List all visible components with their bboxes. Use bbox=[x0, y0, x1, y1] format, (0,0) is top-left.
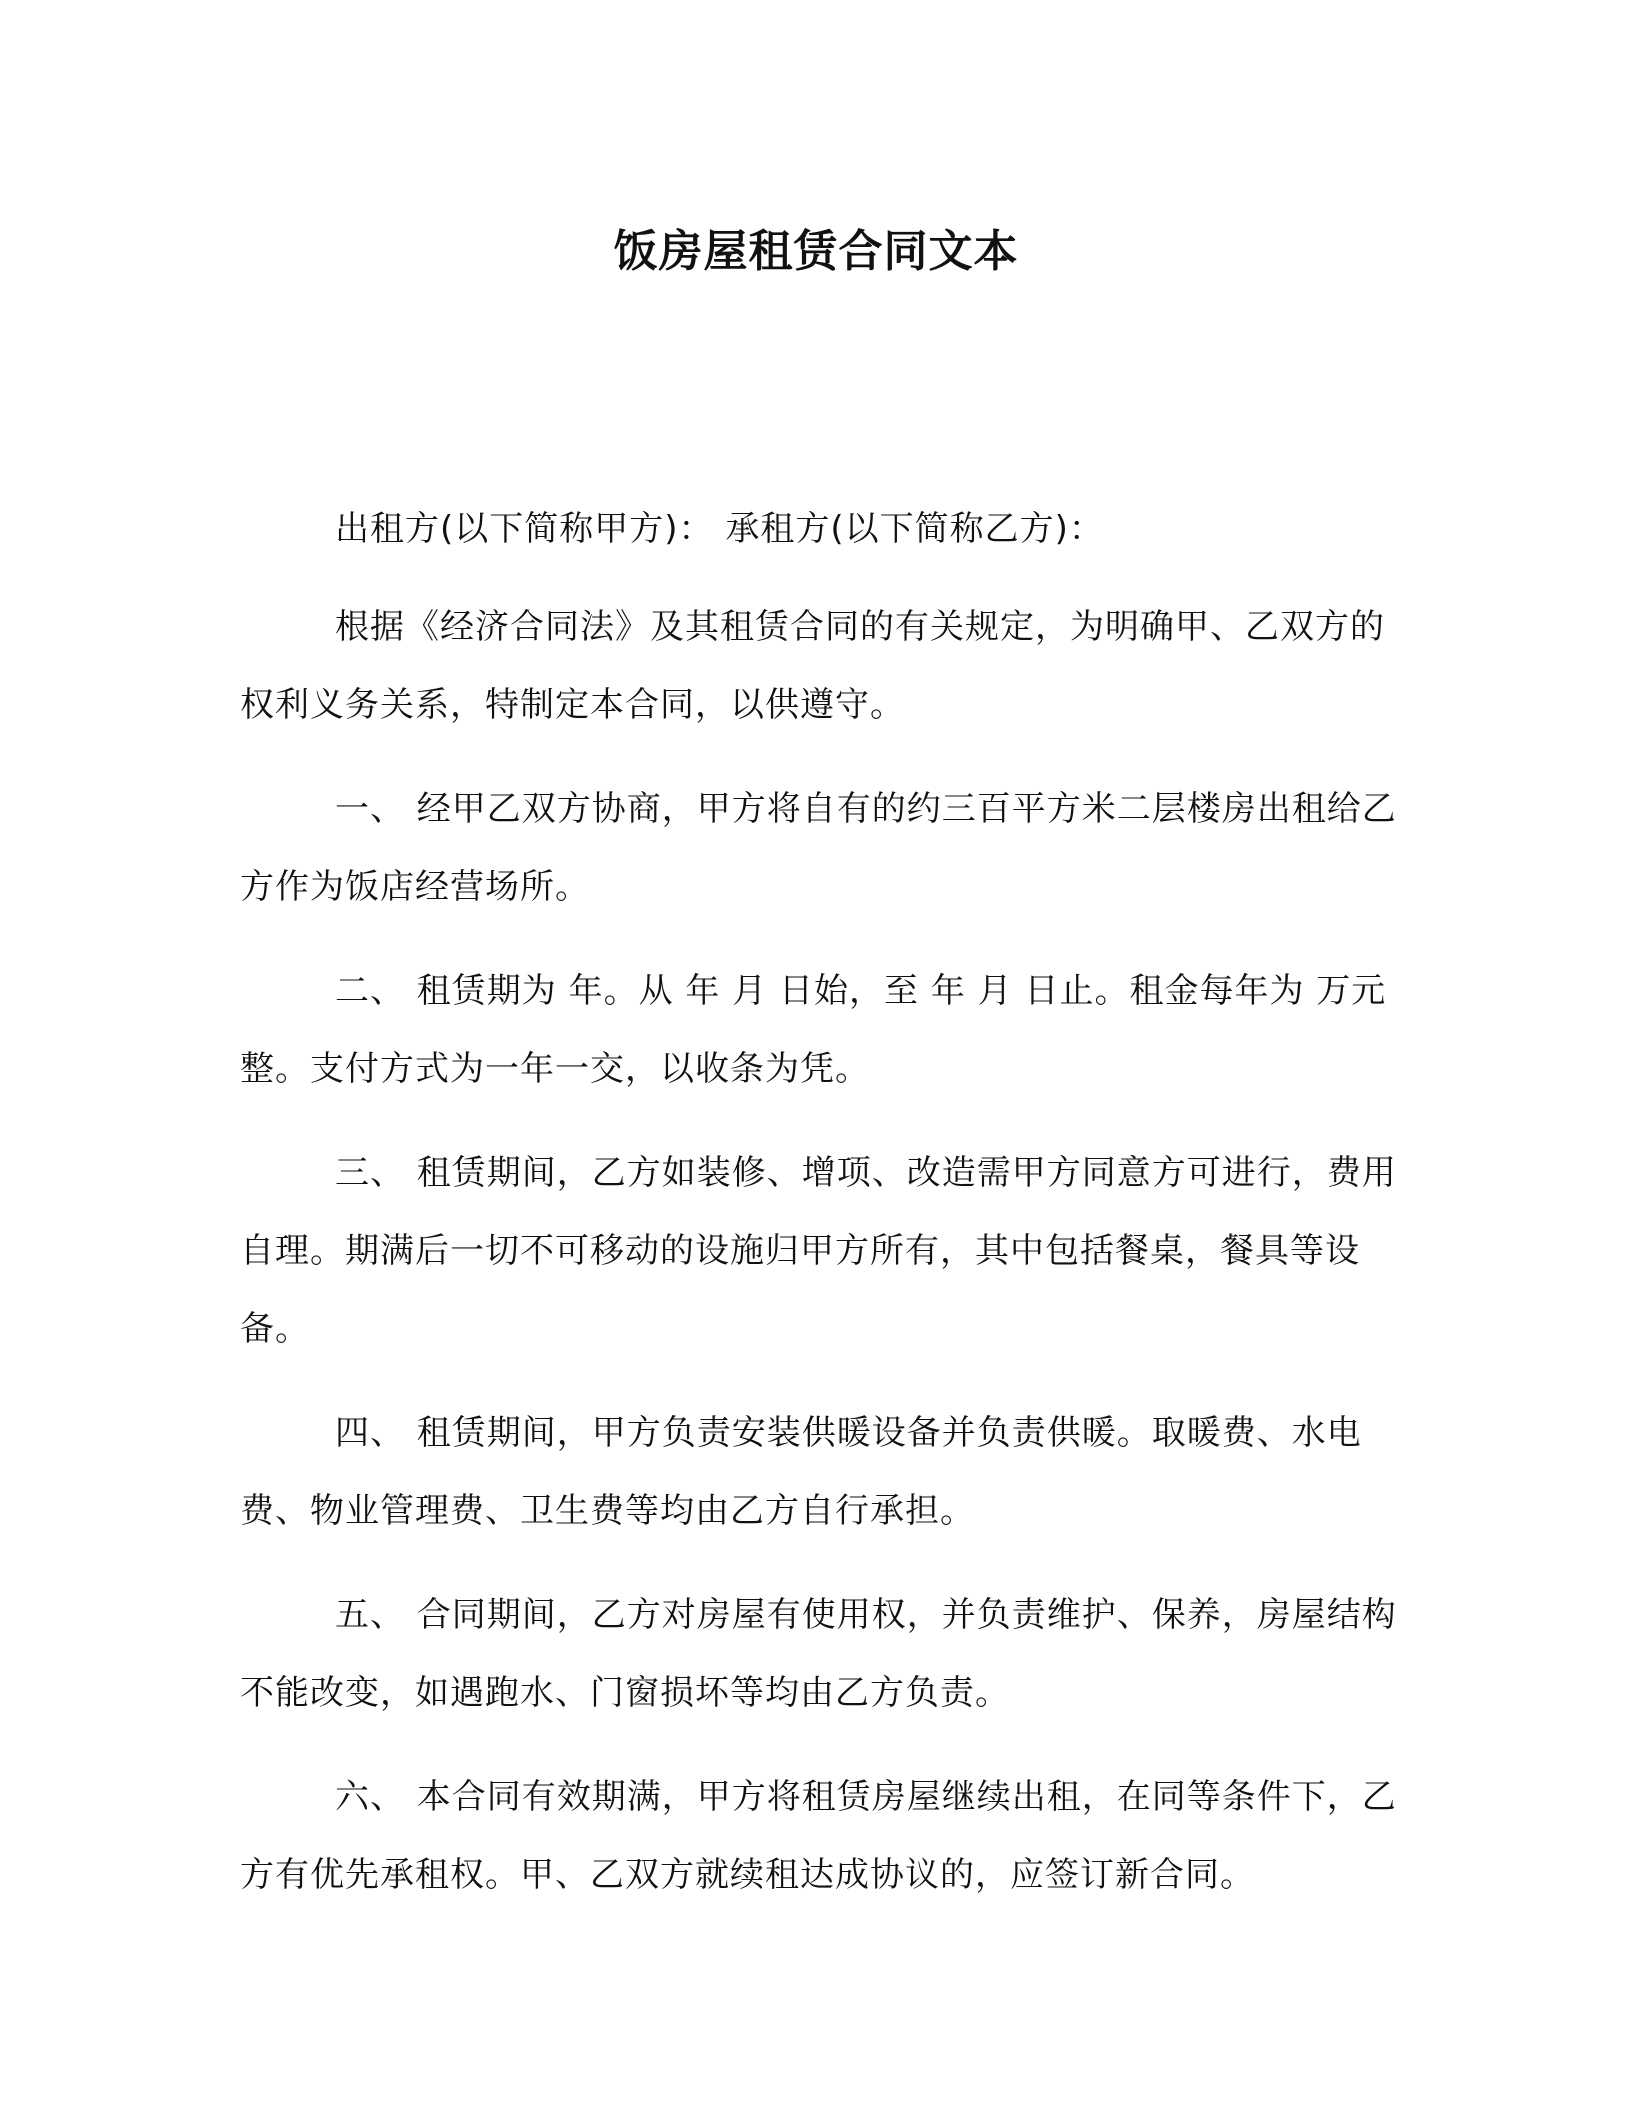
clause-2: 二、 租赁期为 年。从 年 月 日始，至 年 月 日止。租金每年为 万元整。支付方式为一年一交，以收条为凭。 bbox=[240, 971, 1387, 1089]
clause-6: 六、 本合同有效期满，甲方将租赁房屋继续出租，在同等条件下，乙方有优先承租权。甲、乙双方就续租达成协议的，应签订新合同。 bbox=[240, 1777, 1397, 1895]
document-body bbox=[240, 490, 1410, 1940]
parties-line: 出租方(以下简称甲方)： 承租方(以下简称乙方)： bbox=[335, 509, 1104, 549]
clause-1: 一、 经甲乙双方协商，甲方将自有的约三百平方米二层楼房出租给乙方作为饭店经营场所。 bbox=[240, 789, 1397, 907]
preamble-paragraph: 根据《经济合同法》及其租赁合同的有关规定，为明确甲、乙双方的权利义务关系，特制定本合同，以供遵守。 bbox=[240, 607, 1385, 725]
document-title: 饭房屋租赁合同文本 bbox=[613, 226, 1019, 277]
clause-5: 五、 合同期间，乙方对房屋有使用权，并负责维护、保养，房屋结构不能改变，如遇跑水、门窗损坏等均由乙方负责。 bbox=[240, 1595, 1397, 1713]
clause-4: 四、 租赁期间，甲方负责安装供暖设备并负责供暖。取暖费、水电费、物业管理费、卫生费等均由乙方自行承担。 bbox=[240, 1413, 1362, 1531]
clause-3: 三、 租赁期间，乙方如装修、增项、改造需甲方同意方可进行，费用自理。期满后一切不可移动的设施归甲方所有，其中包括餐桌，餐具等设备。 bbox=[240, 1153, 1397, 1349]
